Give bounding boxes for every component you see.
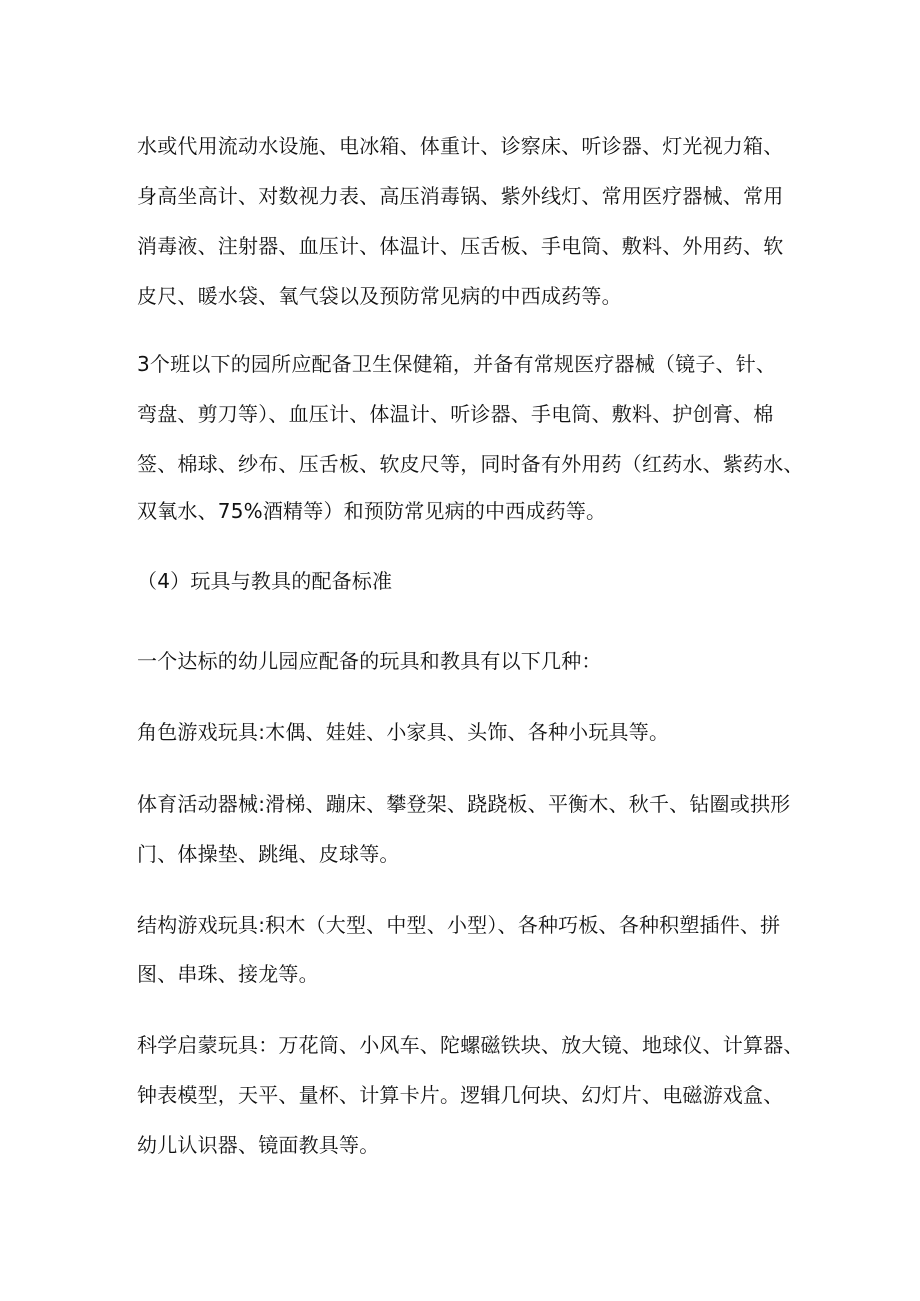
role-play-toys-line: 角色游戏玩具:木偶、娃娃、小家具、头饰、各种小玩具等。 — [137, 720, 670, 744]
paragraph-1-line-1: 水或代用流动水设施、电冰箱、体重计、诊察床、听诊器、灯光视力箱、 — [137, 134, 784, 158]
paragraph-1-line-2: 身高坐高计、对数视力表、高压消毒锅、紫外线灯、常用医疗器械、常用 — [137, 184, 784, 208]
paragraph-1-line-4: 皮尺、暖水袋、氧气袋以及预防常见病的中西成药等。 — [137, 284, 622, 308]
paragraph-2-line-1: 3个班以下的园所应配备卫生保健箱，并备有常规医疗器械（镜子、针、 — [137, 352, 777, 376]
paragraph-1-line-3: 消毒液、注射器、血压计、体温计、压舌板、手电筒、敷料、外用药、软 — [137, 234, 784, 258]
construction-toys-line-2: 图、串珠、接龙等。 — [137, 962, 319, 986]
section-heading: （4）玩具与教具的配备标准 — [137, 569, 393, 593]
paragraph-2-line-2: 弯盘、剪刀等）、血压计、体温计、听诊器、手电筒、敷料、护创膏、棉 — [137, 402, 774, 426]
paragraph-2-line-3: 签、棉球、纱布、压舌板、软皮尺等，同时备有外用药（红药水、紫药水、 — [137, 452, 804, 476]
intro-line: 一个达标的幼儿园应配备的玩具和教具有以下几种： — [137, 649, 602, 673]
science-toys-line-1: 科学启蒙玩具：万花筒、小风车、陀螺磁铁块、放大镜、地球仪、计算器、 — [137, 1033, 804, 1057]
paragraph-2-line-4: 双氧水、75%酒精等）和预防常见病的中西成药等。 — [137, 499, 607, 523]
science-toys-line-2: 钟表模型，天平、量杯、计算卡片。逻辑几何块、幻灯片、电磁游戏盒、 — [137, 1083, 784, 1107]
sports-equipment-line-2: 门、体操垫、跳绳、皮球等。 — [137, 842, 400, 866]
sports-equipment-line-1: 体育活动器械:滑梯、蹦床、攀登架、跷跷板、平衡木、秋千、钻圈或拱形 — [137, 792, 791, 816]
science-toys-line-3: 幼儿认识器、镜面教具等。 — [137, 1133, 380, 1157]
construction-toys-line-1: 结构游戏玩具:积木（大型、中型、小型）、各种巧板、各种积塑插件、拼 — [137, 913, 781, 937]
